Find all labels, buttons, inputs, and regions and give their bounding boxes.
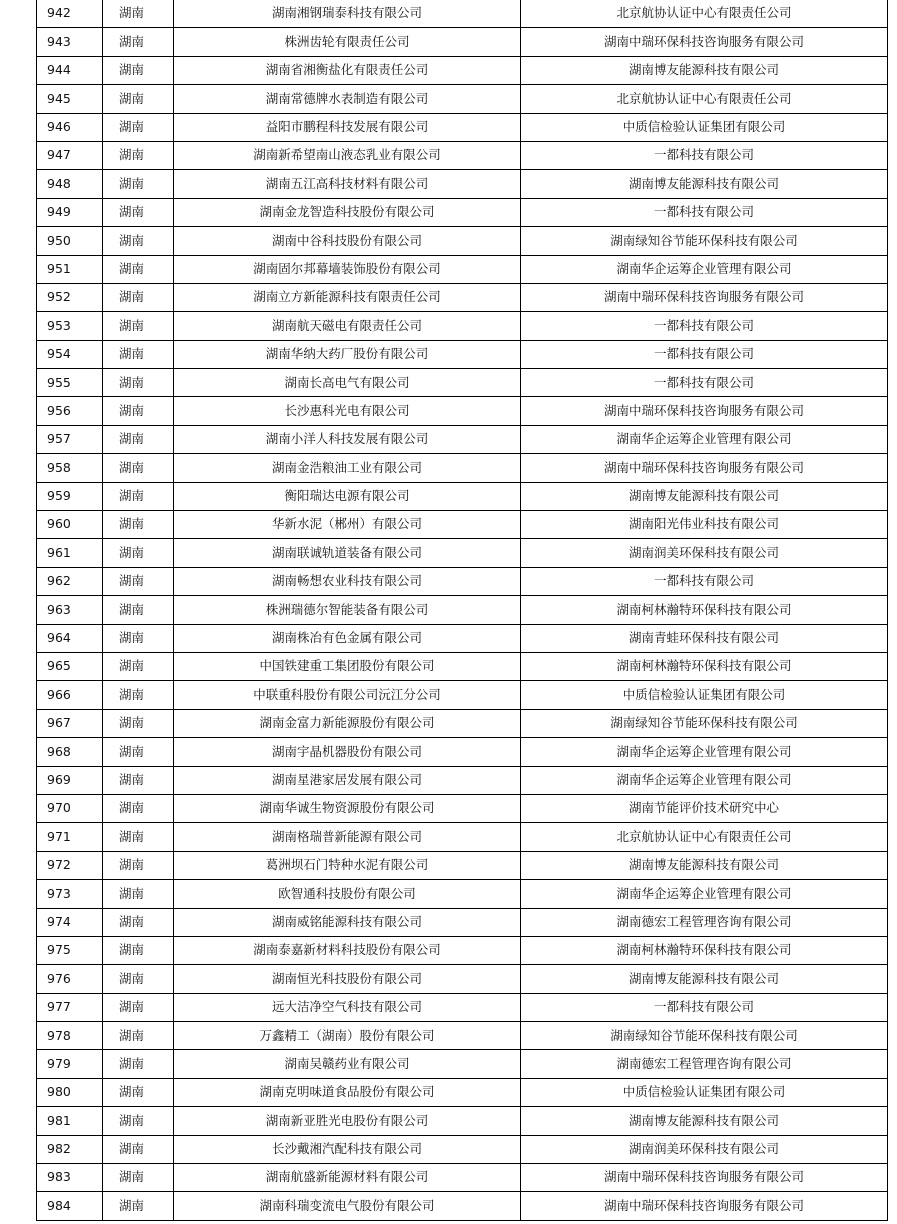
table-row <box>37 0 888 28</box>
table-row <box>37 369 888 397</box>
table-row <box>37 425 888 453</box>
company-name-cell: 湖南格瑞普新能源有限公司 <box>174 823 521 851</box>
service-org-cell: 湖南德宏工程管理咨询有限公司 <box>521 1050 888 1078</box>
row-number: 964 <box>37 624 103 652</box>
company-name-cell: 湖南吴赣药业有限公司 <box>174 1050 521 1078</box>
table-row <box>37 539 888 567</box>
service-org-cell: 一都科技有限公司 <box>521 340 888 368</box>
table-row <box>37 1164 888 1192</box>
table-row <box>37 681 888 709</box>
row-number: 972 <box>37 851 103 879</box>
province-cell: 湖南 <box>103 652 174 680</box>
service-org-cell: 湖南博友能源科技有限公司 <box>521 1107 888 1135</box>
province-cell: 湖南 <box>103 141 174 169</box>
row-number: 983 <box>37 1164 103 1192</box>
service-org-cell: 中质信检验认证集团有限公司 <box>521 113 888 141</box>
row-number: 951 <box>37 255 103 283</box>
company-name-cell: 湖南新亚胜光电股份有限公司 <box>174 1107 521 1135</box>
company-name-cell: 葛洲坝石门特种水泥有限公司 <box>174 851 521 879</box>
province-cell: 湖南 <box>103 965 174 993</box>
company-name-cell: 湖南金龙智造科技股份有限公司 <box>174 198 521 226</box>
province-cell: 湖南 <box>103 1192 174 1220</box>
service-org-cell: 湖南华企运筹企业管理有限公司 <box>521 425 888 453</box>
service-org-cell: 湖南中瑞环保科技咨询服务有限公司 <box>521 283 888 311</box>
service-org-cell: 湖南润美环保科技有限公司 <box>521 539 888 567</box>
row-number: 944 <box>37 56 103 84</box>
table-row <box>37 766 888 794</box>
row-number: 982 <box>37 1135 103 1163</box>
company-name-cell: 湖南金富力新能源股份有限公司 <box>174 709 521 737</box>
service-org-cell: 中质信检验认证集团有限公司 <box>521 1078 888 1106</box>
province-cell: 湖南 <box>103 198 174 226</box>
province-cell: 湖南 <box>103 340 174 368</box>
row-number: 945 <box>37 85 103 113</box>
province-cell: 湖南 <box>103 1022 174 1050</box>
row-number: 942 <box>37 0 103 28</box>
province-cell: 湖南 <box>103 624 174 652</box>
company-name-cell: 湖南科瑞变流电气股份有限公司 <box>174 1192 521 1220</box>
service-org-cell: 北京航协认证中心有限责任公司 <box>521 85 888 113</box>
row-number: 949 <box>37 198 103 226</box>
row-number: 963 <box>37 596 103 624</box>
company-name-cell: 欧智通科技股份有限公司 <box>174 880 521 908</box>
row-number: 960 <box>37 511 103 539</box>
province-cell: 湖南 <box>103 766 174 794</box>
company-name-cell: 湖南省湘衡盐化有限责任公司 <box>174 56 521 84</box>
row-number: 979 <box>37 1050 103 1078</box>
service-org-cell: 一都科技有限公司 <box>521 312 888 340</box>
company-name-cell: 湖南宇晶机器股份有限公司 <box>174 738 521 766</box>
company-name-cell: 湖南株冶有色金属有限公司 <box>174 624 521 652</box>
table-row <box>37 113 888 141</box>
row-number: 984 <box>37 1192 103 1220</box>
province-cell: 湖南 <box>103 511 174 539</box>
province-cell: 湖南 <box>103 369 174 397</box>
row-number: 961 <box>37 539 103 567</box>
table-row <box>37 28 888 56</box>
table-row <box>37 56 888 84</box>
table-row <box>37 283 888 311</box>
table-row <box>37 851 888 879</box>
service-org-cell: 湖南华企运筹企业管理有限公司 <box>521 766 888 794</box>
province-cell: 湖南 <box>103 993 174 1021</box>
table-row <box>37 567 888 595</box>
table-row <box>37 170 888 198</box>
company-name-cell: 湖南中谷科技股份有限公司 <box>174 227 521 255</box>
service-org-cell: 湖南中瑞环保科技咨询服务有限公司 <box>521 28 888 56</box>
province-cell: 湖南 <box>103 539 174 567</box>
service-org-cell: 湖南博友能源科技有限公司 <box>521 482 888 510</box>
table-row <box>37 255 888 283</box>
province-cell: 湖南 <box>103 227 174 255</box>
row-number: 955 <box>37 369 103 397</box>
province-cell: 湖南 <box>103 851 174 879</box>
company-name-cell: 湖南克明味道食品股份有限公司 <box>174 1078 521 1106</box>
row-number: 946 <box>37 113 103 141</box>
service-org-cell: 湖南节能评价技术研究中心 <box>521 794 888 822</box>
table-row <box>37 1135 888 1163</box>
company-name-cell: 华新水泥（郴州）有限公司 <box>174 511 521 539</box>
province-cell: 湖南 <box>103 425 174 453</box>
service-org-cell: 湖南博友能源科技有限公司 <box>521 851 888 879</box>
company-name-cell: 湖南固尔邦幕墙装饰股份有限公司 <box>174 255 521 283</box>
service-org-cell: 湖南绿知谷节能环保科技有限公司 <box>521 1022 888 1050</box>
table-row <box>37 511 888 539</box>
row-number: 948 <box>37 170 103 198</box>
table-row <box>37 936 888 964</box>
row-number: 981 <box>37 1107 103 1135</box>
table-row <box>37 794 888 822</box>
province-cell: 湖南 <box>103 85 174 113</box>
table-row <box>37 1050 888 1078</box>
company-name-cell: 湖南小洋人科技发展有限公司 <box>174 425 521 453</box>
province-cell: 湖南 <box>103 1078 174 1106</box>
table-row <box>37 596 888 624</box>
row-number: 966 <box>37 681 103 709</box>
row-number: 976 <box>37 965 103 993</box>
table-row <box>37 312 888 340</box>
province-cell: 湖南 <box>103 113 174 141</box>
service-org-cell: 湖南博友能源科技有限公司 <box>521 56 888 84</box>
row-number: 967 <box>37 709 103 737</box>
service-org-cell: 一都科技有限公司 <box>521 567 888 595</box>
province-cell: 湖南 <box>103 936 174 964</box>
company-name-cell: 株洲齿轮有限责任公司 <box>174 28 521 56</box>
company-name-cell: 益阳市鹏程科技发展有限公司 <box>174 113 521 141</box>
company-name-cell: 湖南金浩粮油工业有限公司 <box>174 454 521 482</box>
table-row <box>37 340 888 368</box>
company-name-cell: 湖南长高电气有限公司 <box>174 369 521 397</box>
row-number: 956 <box>37 397 103 425</box>
service-org-cell: 湖南青蛙环保科技有限公司 <box>521 624 888 652</box>
service-org-cell: 湖南中瑞环保科技咨询服务有限公司 <box>521 1192 888 1220</box>
service-org-cell: 湖南润美环保科技有限公司 <box>521 1135 888 1163</box>
province-cell: 湖南 <box>103 397 174 425</box>
service-org-cell: 湖南中瑞环保科技咨询服务有限公司 <box>521 454 888 482</box>
province-cell: 湖南 <box>103 738 174 766</box>
province-cell: 湖南 <box>103 283 174 311</box>
province-cell: 湖南 <box>103 823 174 851</box>
company-name-cell: 湖南华纳大药厂股份有限公司 <box>174 340 521 368</box>
province-cell: 湖南 <box>103 908 174 936</box>
province-cell: 湖南 <box>103 709 174 737</box>
service-org-cell: 湖南中瑞环保科技咨询服务有限公司 <box>521 1164 888 1192</box>
company-name-cell: 长沙惠科光电有限公司 <box>174 397 521 425</box>
row-number: 947 <box>37 141 103 169</box>
table-row <box>37 738 888 766</box>
company-name-cell: 湖南威铭能源科技有限公司 <box>174 908 521 936</box>
table-row <box>37 198 888 226</box>
table-row <box>37 397 888 425</box>
province-cell: 湖南 <box>103 482 174 510</box>
row-number: 943 <box>37 28 103 56</box>
province-cell: 湖南 <box>103 1135 174 1163</box>
service-org-cell: 北京航协认证中心有限责任公司 <box>521 823 888 851</box>
service-org-cell: 湖南华企运筹企业管理有限公司 <box>521 880 888 908</box>
row-number: 959 <box>37 482 103 510</box>
table-row <box>37 965 888 993</box>
table-row <box>37 227 888 255</box>
service-org-cell: 湖南博友能源科技有限公司 <box>521 170 888 198</box>
row-number: 968 <box>37 738 103 766</box>
company-name-cell: 湖南恒光科技股份有限公司 <box>174 965 521 993</box>
service-org-cell: 湖南中瑞环保科技咨询服务有限公司 <box>521 397 888 425</box>
service-org-cell: 湖南德宏工程管理咨询有限公司 <box>521 908 888 936</box>
company-name-cell: 长沙戴湘汽配科技有限公司 <box>174 1135 521 1163</box>
table-row <box>37 141 888 169</box>
table-row <box>37 1107 888 1135</box>
province-cell: 湖南 <box>103 1050 174 1078</box>
table-row <box>37 624 888 652</box>
service-org-cell: 一都科技有限公司 <box>521 198 888 226</box>
company-name-cell: 湖南立方新能源科技有限责任公司 <box>174 283 521 311</box>
province-cell: 湖南 <box>103 567 174 595</box>
company-name-cell: 湖南新希望南山液态乳业有限公司 <box>174 141 521 169</box>
row-number: 974 <box>37 908 103 936</box>
row-number: 954 <box>37 340 103 368</box>
row-number: 952 <box>37 283 103 311</box>
company-name-cell: 湖南华诚生物资源股份有限公司 <box>174 794 521 822</box>
service-org-cell: 湖南绿知谷节能环保科技有限公司 <box>521 227 888 255</box>
table-row <box>37 908 888 936</box>
service-org-cell: 湖南华企运筹企业管理有限公司 <box>521 255 888 283</box>
row-number: 977 <box>37 993 103 1021</box>
table-row <box>37 85 888 113</box>
company-name-cell: 株洲瑞德尔智能装备有限公司 <box>174 596 521 624</box>
row-number: 969 <box>37 766 103 794</box>
company-name-cell: 湖南联诚轨道装备有限公司 <box>174 539 521 567</box>
province-cell: 湖南 <box>103 794 174 822</box>
province-cell: 湖南 <box>103 170 174 198</box>
province-cell: 湖南 <box>103 681 174 709</box>
company-name-cell: 湖南畅想农业科技有限公司 <box>174 567 521 595</box>
row-number: 957 <box>37 425 103 453</box>
row-number: 950 <box>37 227 103 255</box>
row-number: 978 <box>37 1022 103 1050</box>
table-row <box>37 1078 888 1106</box>
table-row <box>37 993 888 1021</box>
service-org-cell: 北京航协认证中心有限责任公司 <box>521 0 888 28</box>
company-name-cell: 湖南五江高科技材料有限公司 <box>174 170 521 198</box>
table-row <box>37 823 888 851</box>
row-number: 958 <box>37 454 103 482</box>
company-name-cell: 衡阳瑞达电源有限公司 <box>174 482 521 510</box>
company-name-cell: 湖南星港家居发展有限公司 <box>174 766 521 794</box>
company-name-cell: 万鑫精工（湖南）股份有限公司 <box>174 1022 521 1050</box>
company-name-cell: 湖南常德牌水表制造有限公司 <box>174 85 521 113</box>
company-name-cell: 湖南航盛新能源材料有限公司 <box>174 1164 521 1192</box>
province-cell: 湖南 <box>103 56 174 84</box>
service-org-cell: 湖南绿知谷节能环保科技有限公司 <box>521 709 888 737</box>
service-org-cell: 湖南阳光伟业科技有限公司 <box>521 511 888 539</box>
row-number: 962 <box>37 567 103 595</box>
service-org-cell: 一都科技有限公司 <box>521 993 888 1021</box>
service-org-cell: 一都科技有限公司 <box>521 141 888 169</box>
table-row <box>37 709 888 737</box>
province-cell: 湖南 <box>103 596 174 624</box>
service-org-cell: 中质信检验认证集团有限公司 <box>521 681 888 709</box>
row-number: 965 <box>37 652 103 680</box>
company-name-cell: 中联重科股份有限公司沅江分公司 <box>174 681 521 709</box>
service-org-cell: 湖南博友能源科技有限公司 <box>521 965 888 993</box>
table-row <box>37 482 888 510</box>
company-name-cell: 湖南泰嘉新材料科技股份有限公司 <box>174 936 521 964</box>
table-row <box>37 1192 888 1220</box>
company-name-cell: 湖南湘钢瑞泰科技有限公司 <box>174 0 521 28</box>
province-cell: 湖南 <box>103 1107 174 1135</box>
service-org-cell: 一都科技有限公司 <box>521 369 888 397</box>
row-number: 971 <box>37 823 103 851</box>
company-name-cell: 远大洁净空气科技有限公司 <box>174 993 521 1021</box>
row-number: 973 <box>37 880 103 908</box>
service-org-cell: 湖南柯林瀚特环保科技有限公司 <box>521 936 888 964</box>
province-cell: 湖南 <box>103 454 174 482</box>
row-number: 970 <box>37 794 103 822</box>
province-cell: 湖南 <box>103 1164 174 1192</box>
row-number: 975 <box>37 936 103 964</box>
table-row <box>37 1022 888 1050</box>
province-cell: 湖南 <box>103 0 174 28</box>
table-row <box>37 880 888 908</box>
company-name-cell: 中国铁建重工集团股份有限公司 <box>174 652 521 680</box>
province-cell: 湖南 <box>103 880 174 908</box>
province-cell: 湖南 <box>103 255 174 283</box>
enterprise-list-table <box>36 0 888 1221</box>
service-org-cell: 湖南柯林瀚特环保科技有限公司 <box>521 652 888 680</box>
service-org-cell: 湖南华企运筹企业管理有限公司 <box>521 738 888 766</box>
service-org-cell: 湖南柯林瀚特环保科技有限公司 <box>521 596 888 624</box>
province-cell: 湖南 <box>103 312 174 340</box>
row-number: 953 <box>37 312 103 340</box>
table-body <box>37 0 888 1220</box>
province-cell: 湖南 <box>103 28 174 56</box>
table-row <box>37 454 888 482</box>
company-name-cell: 湖南航天磁电有限责任公司 <box>174 312 521 340</box>
table-row <box>37 652 888 680</box>
row-number: 980 <box>37 1078 103 1106</box>
